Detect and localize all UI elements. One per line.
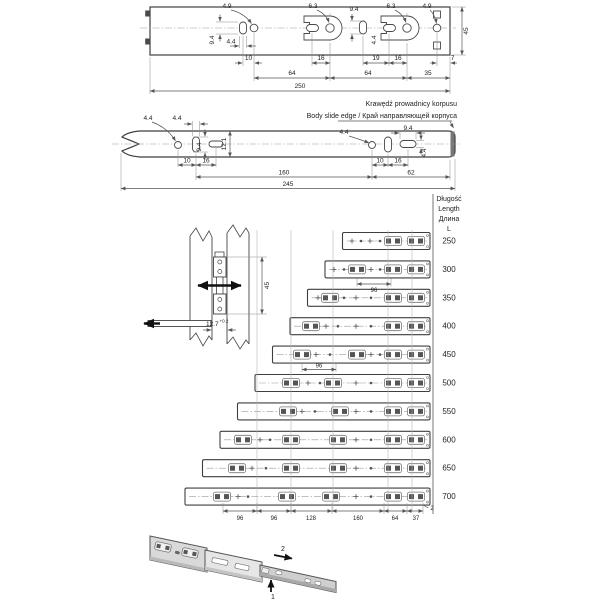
dim-45: 45 (463, 27, 470, 35)
dim-160: 160 (352, 516, 364, 522)
dim-7: 7 (450, 55, 455, 62)
hole-4.9 (250, 24, 258, 32)
mount-tab (145, 11, 150, 17)
dim-oval-h: 4.4 (371, 35, 378, 45)
hole-4.9 (433, 24, 441, 32)
slide-row-650 (203, 460, 457, 477)
dim-10: 10 (244, 55, 253, 62)
dim-hole-6.3: 6.3 (308, 3, 318, 10)
slide-row-400 (290, 318, 456, 335)
table-header-ru: Длина (438, 216, 460, 223)
length-value-600: 600 (442, 435, 456, 445)
dim-groove: 12.7 (206, 321, 219, 328)
slide-row-700 (185, 488, 456, 505)
hole-4.4 (175, 142, 182, 149)
table-header-en: Length (438, 206, 460, 213)
dim-slot-w-l: 4.4 (172, 115, 182, 122)
dim-160: 160 (278, 169, 290, 177)
slide-row-250 (343, 233, 457, 250)
dim-64: 64 (391, 516, 399, 522)
dim-hole-4.9: 4.9 (222, 3, 232, 10)
ladder-dimensions (223, 279, 434, 523)
dim-245: 245 (282, 181, 294, 188)
arrow-2-label: 2 (281, 546, 285, 553)
slide-row-350 (308, 289, 457, 306)
dim-hole-l: 4.4 (143, 115, 153, 122)
hole-6.3 (403, 24, 411, 32)
dim-19: 19 (372, 55, 380, 62)
dim-rail-h: 12.1 (221, 137, 228, 151)
table-header-pl: Długość (436, 196, 462, 203)
iso-latch (261, 567, 269, 573)
extend-arrow (274, 555, 292, 559)
dim-128: 128 (305, 516, 317, 522)
length-value-250: 250 (442, 236, 456, 246)
dim-45-section: 45 (264, 281, 271, 290)
dim-62: 62 (407, 169, 415, 177)
assembly-view-drawing (150, 536, 336, 600)
dim-96a: 96 (236, 516, 244, 522)
length-value-400: 400 (442, 321, 456, 331)
length-value-300: 300 (442, 264, 456, 274)
dim-37: 37 (412, 516, 420, 522)
dim-hole-6.3b: 6.3 (386, 3, 396, 10)
dim-35: 35 (424, 70, 432, 77)
length-value-550: 550 (442, 406, 456, 416)
length-value-700: 700 (442, 492, 456, 502)
note-polish: Krawędź prowadnicy korpusu (365, 101, 457, 108)
length-value-650: 650 (442, 463, 456, 473)
dim-pitch-300: 96 (370, 288, 378, 294)
slide-row-600 (220, 431, 456, 448)
slide-row-300 (325, 261, 456, 278)
dim-10l: 10 (183, 157, 191, 165)
dim-16l: 16 (202, 157, 210, 165)
dim-oval-h-r: 4.4 (421, 148, 428, 158)
dim-16r: 16 (394, 157, 402, 165)
dim-slot-w: 4.4 (226, 38, 236, 46)
dim-oval-len-r: 9.4 (403, 125, 413, 132)
dim-slot-h-l: 9.4 (196, 142, 203, 152)
oval-slot (307, 25, 319, 32)
oval-slot (384, 25, 396, 32)
dim-pitch-450: 96 (315, 363, 323, 370)
top-view-drawing (140, 3, 470, 94)
slide-row-500 (255, 375, 456, 392)
dim-slot-h: 9.4 (209, 35, 216, 45)
dim-slot-9.4: 9.4 (349, 6, 359, 13)
hole-6.3 (326, 24, 334, 32)
length-value-350: 350 (442, 293, 456, 303)
dim-64a: 64 (288, 70, 296, 77)
dim-groove-tol: +0.2 (219, 318, 229, 324)
dim-hole-4.9b: 4.9 (422, 3, 432, 10)
arrow-1-label: 1 (271, 594, 275, 600)
dim-250: 250 (294, 83, 306, 90)
body-view-drawing (112, 101, 462, 191)
vertical-slot (385, 137, 392, 152)
dim-96b: 96 (270, 516, 278, 522)
dim-hole-r: 4.4 (339, 129, 349, 136)
dim-edge-2: 2 (430, 506, 434, 512)
vertical-slot (240, 22, 247, 34)
oval-slot-9.4 (400, 141, 416, 148)
dim-16a: 16 (317, 55, 325, 62)
dim-10r: 10 (376, 157, 384, 165)
vertical-slot-9.4 (360, 21, 367, 34)
dim-64b: 64 (364, 70, 372, 77)
slide-row-450 (273, 346, 457, 363)
length-value-500: 500 (442, 378, 456, 388)
mount-tab (145, 39, 150, 45)
dim-16b: 16 (394, 55, 402, 62)
section-view-drawing (144, 225, 271, 349)
slide-row-550 (238, 403, 457, 420)
length-value-450: 450 (442, 350, 456, 360)
note-en-ru: Body slide edge / Край направляющей корпуса (306, 113, 457, 120)
table-header-l: L (447, 226, 451, 233)
slide-profile (214, 252, 227, 314)
hole-4.4 (369, 142, 376, 149)
